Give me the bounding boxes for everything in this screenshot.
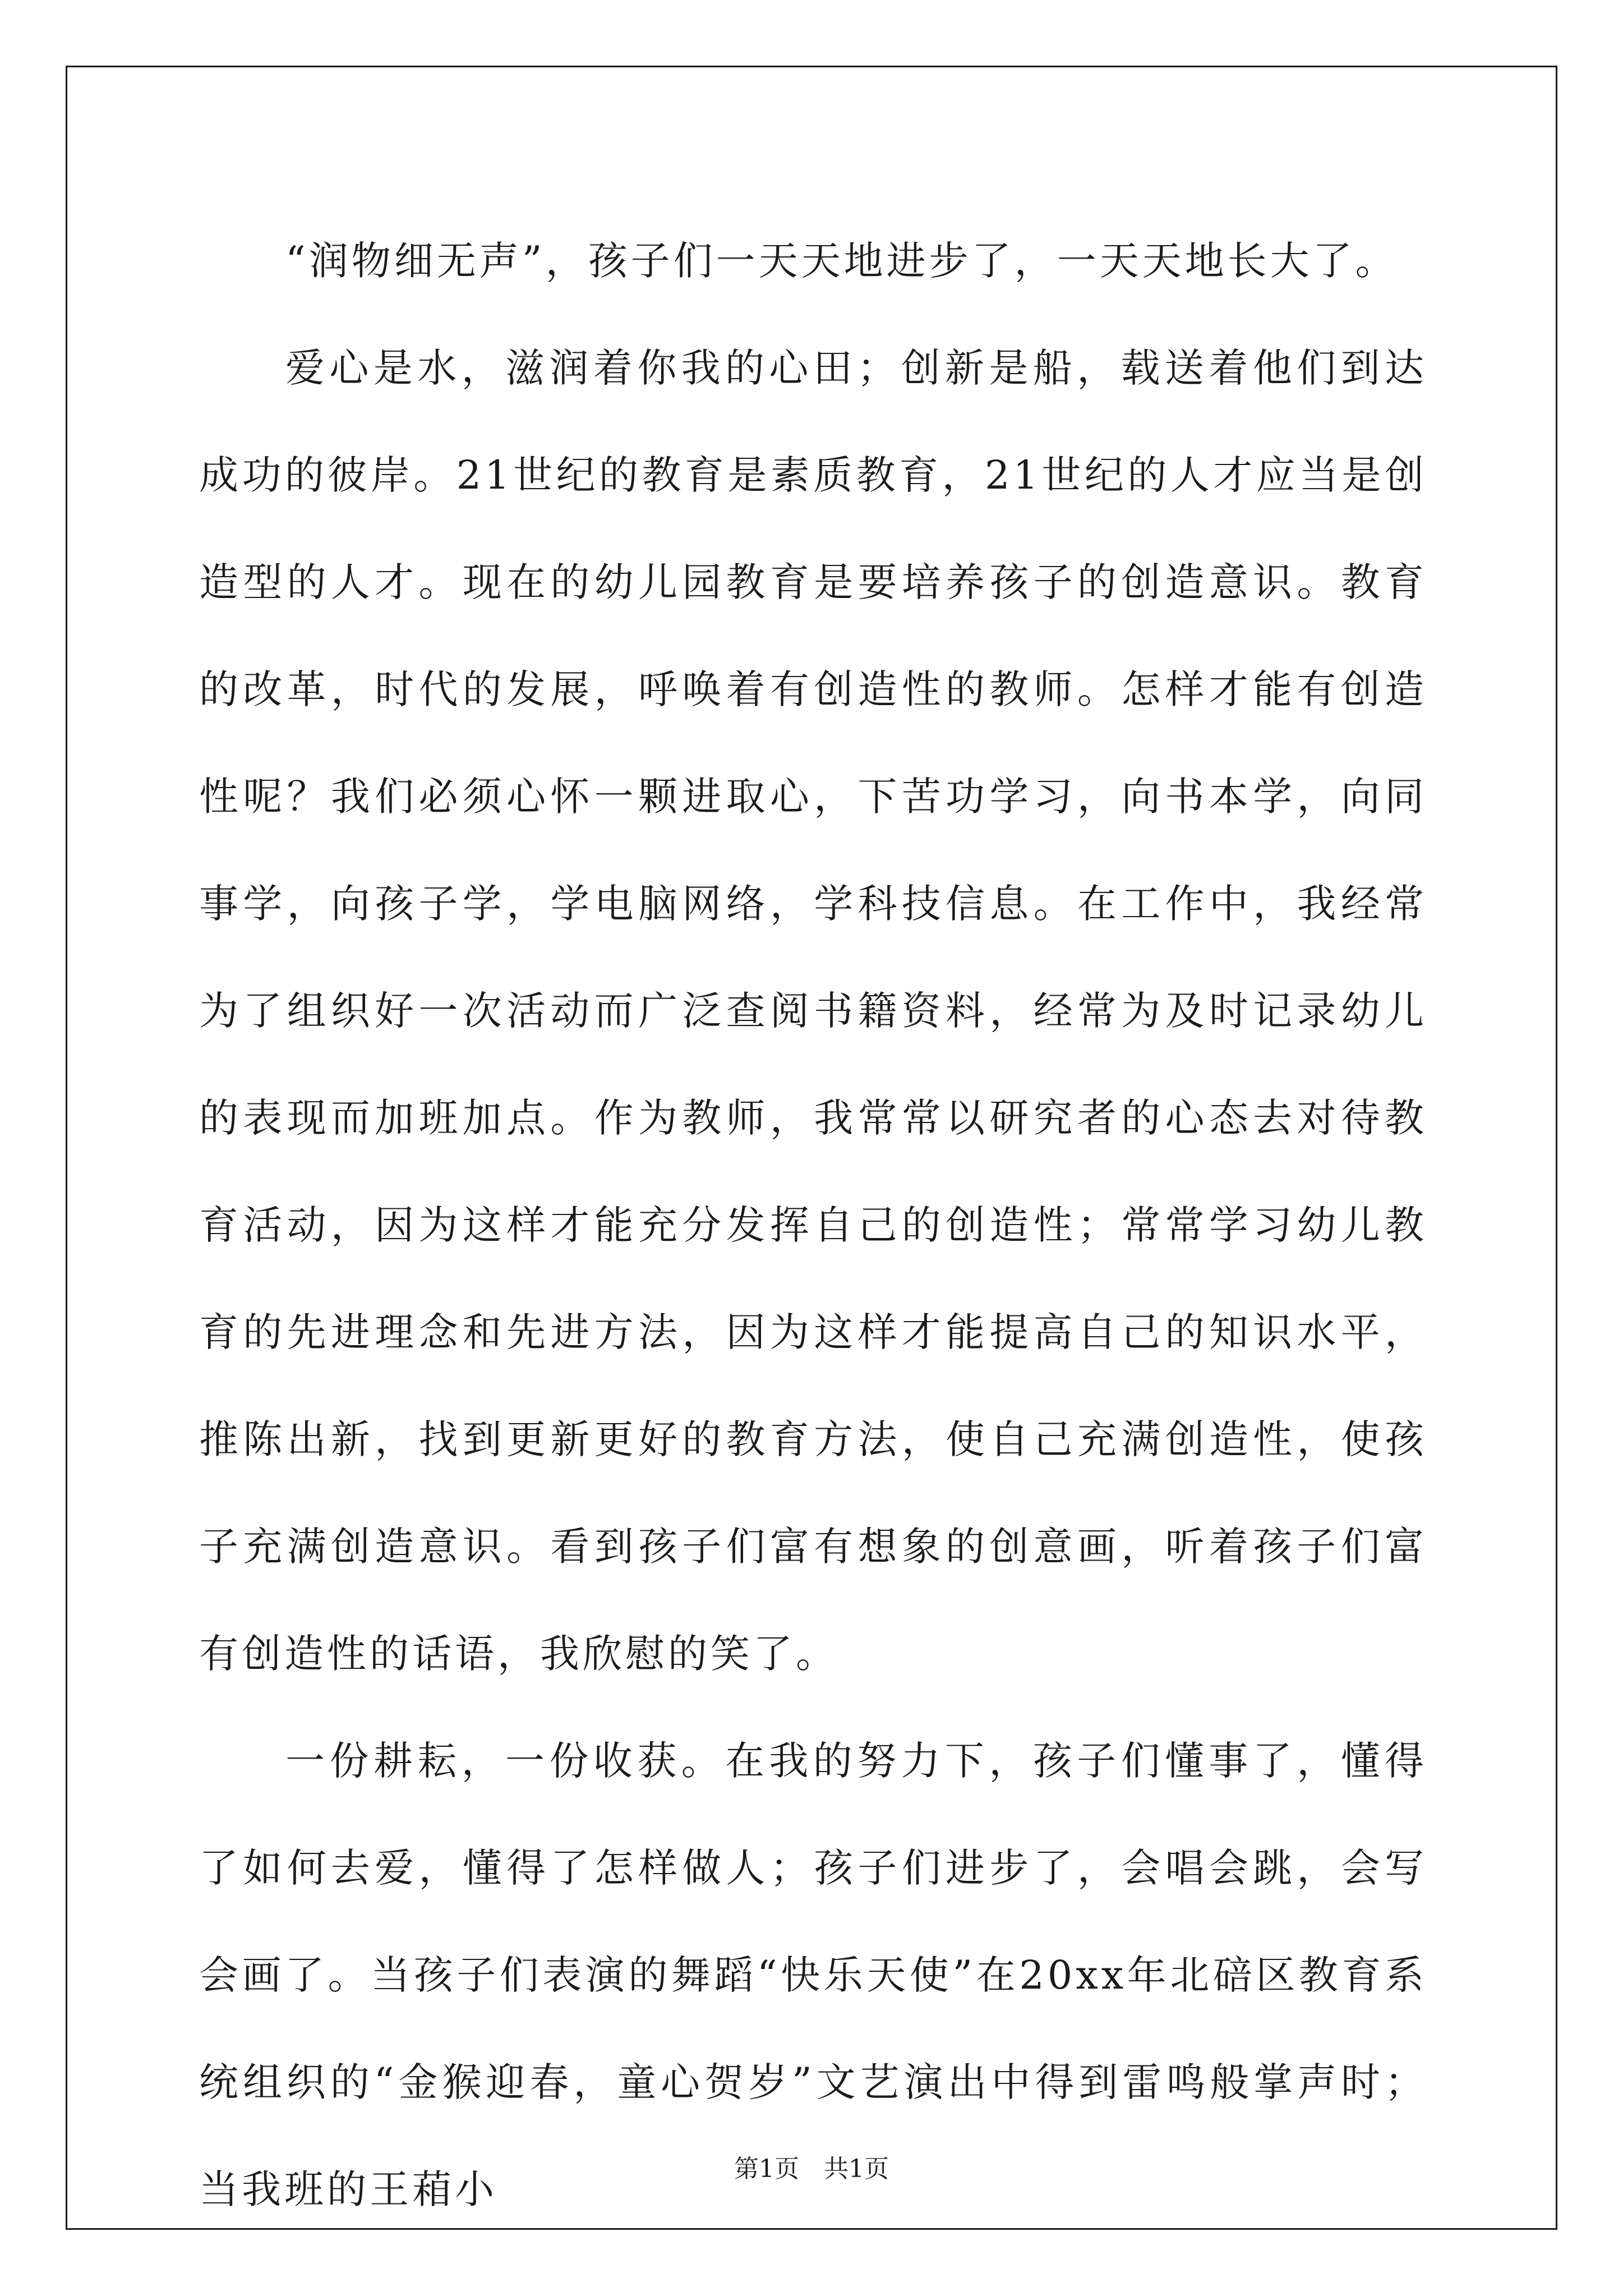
- page-footer: [0, 2148, 1623, 2184]
- page-number: 第1页: [734, 2155, 799, 2183]
- paragraph-1: “润物细无声”，孩子们一天天地进步了，一天天地长大了。: [285, 238, 1398, 284]
- document-body: [199, 208, 1427, 2243]
- paragraph-2: 爱心是水，滋润着你我的心田；创新是船，载送着他们到达成功的彼岸。21世纪的教育是素质教育，21世纪的人才应当是创造型的人才。现在的幼儿园教育是要培养孩子的创造意识。教育的改革，时代的发展，呼唤着有创造性的教师。怎样才能有创造性呢？我们必须心怀一颗进取心，下苦功学习，向书本学，向同事学，向孩子学，学电脑网络，学科技信息。在工作中，我经常为了组织好一次活动而广泛查阅书籍资料，经常为及时记录幼儿的表现而加班加点。作为教师，我常常以研究者的心态去对待教育活动，因为这样才能充分发挥自己的创造性；常常学习幼儿教育的先进理念和先进方法，因为这样才能提高自己的知识水平，推陈出新，找到更新更好的教育方法，使自己充满创造性，使孩子充满创造意识。看到孩子们富有想象的创意画，听着孩子们富有创造性的话语，我欣慰的笑了。: [199, 345, 1427, 1677]
- page-total: 共1页: [824, 2155, 889, 2183]
- paragraph-3: 一份耕耘，一份收获。在我的努力下，孩子们懂事了，懂得了如何去爱，懂得了怎样做人；孩子们进步了，会唱会跳，会写会画了。当孩子们表演的舞蹈“快乐天使”在20xx年北碚区教育系统组织的“金猴迎春，童心贺岁”文艺演出中得到雷鸣般掌声时；当我班的王葙小: [199, 1738, 1427, 2212]
